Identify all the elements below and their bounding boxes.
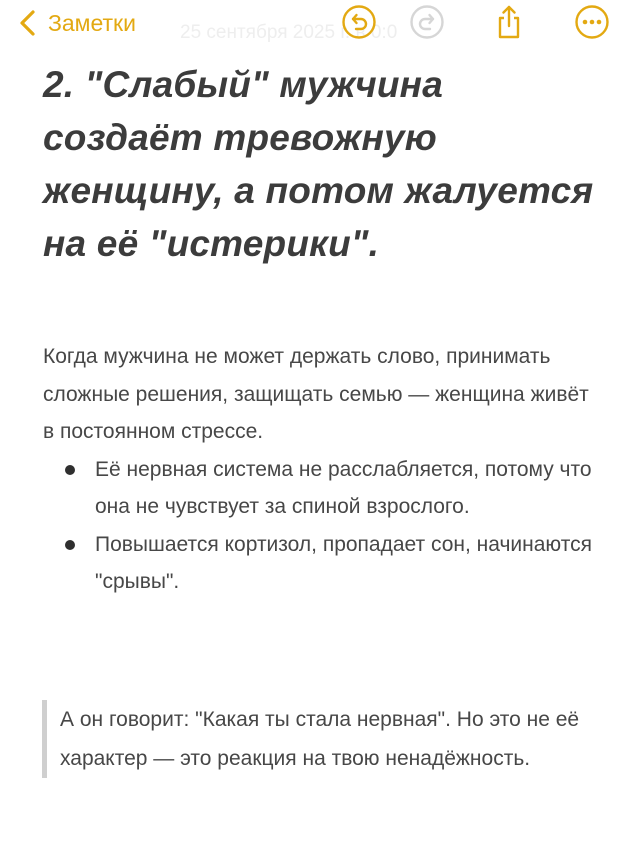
navigation-bar xyxy=(0,0,640,50)
bullet-list xyxy=(43,451,603,601)
share-icon[interactable] xyxy=(491,4,527,40)
list-item-text: Её нервная система не расслабляется, потому что она не чувствует за спиной взрослого. xyxy=(95,457,592,518)
quote-text: А он говорит: "Какая ты стала нервная". Но это не её характер — это реакция на твою ненадёжность. xyxy=(60,708,580,770)
note-body[interactable] xyxy=(43,58,603,601)
list-item xyxy=(51,526,603,601)
list-item xyxy=(51,451,603,526)
note-heading: 2. "Слабый" мужчина создаёт тревожную женщину, а потом жалуется на её "истерики". xyxy=(43,64,594,264)
note-paragraph: Когда мужчина не может держать слово, принимать сложные решения, защищать семью — женщина живёт в постоянном стрессе. xyxy=(43,345,589,443)
list-item-text: Повышается кортизол, пропадает сон, начинаются "срывы". xyxy=(95,532,592,593)
faint-date-text: 25 сентября 2025 г. в 0:0 xyxy=(180,22,398,43)
redo-icon[interactable] xyxy=(409,4,445,40)
more-icon[interactable] xyxy=(574,4,610,40)
bullet-icon xyxy=(65,465,75,475)
back-button[interactable] xyxy=(16,6,136,40)
chevron-left-icon xyxy=(16,8,40,38)
block-quote xyxy=(42,700,616,778)
back-button-label: Заметки xyxy=(48,9,136,36)
bullet-icon xyxy=(65,540,75,550)
undo-icon[interactable] xyxy=(341,4,377,40)
